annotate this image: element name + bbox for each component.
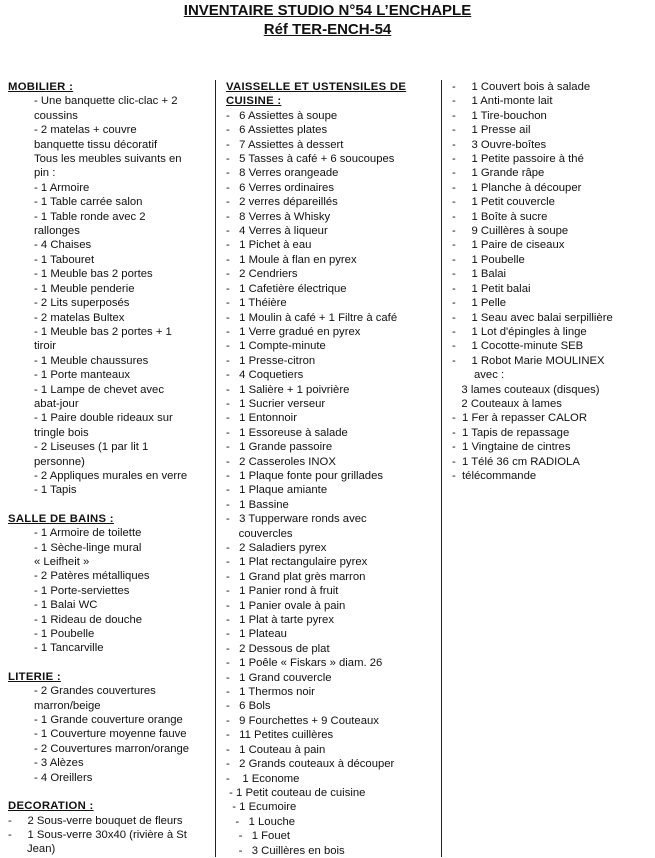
inventory-item: - 1 Salière + 1 poivrière: [226, 383, 350, 396]
inventory-item: - 1 Balai WC: [34, 599, 98, 612]
inventory-item: - 2 Casseroles INOX: [226, 455, 336, 468]
section-heading: DECORATION :: [8, 800, 94, 813]
inventory-item: - 1 Poubelle: [34, 628, 95, 641]
inventory-item: - 1 Poubelle: [452, 253, 525, 266]
inventory-item: - 2 Grandes couvertures: [34, 685, 156, 698]
inventory-item: - 1 Lot d'épingles à linge: [452, 325, 587, 338]
inventory-item: - 1 Couvert bois à salade: [452, 81, 591, 93]
inventory-item: - 2 matelas Bultex: [34, 311, 125, 324]
column-middle: [226, 80, 426, 858]
inventory-item: - 9 Fourchettes + 9 Couteaux: [226, 714, 379, 727]
inventory-item: - 1 Anti-monte lait: [452, 95, 553, 108]
inventory-item: - 1 Planche à découper: [452, 181, 582, 194]
inventory-item: « Leifheit »: [34, 556, 90, 568]
inventory-item: - 1 Bassine: [226, 498, 289, 511]
inventory-item: - 2 Liseuses (1 par lit 1: [34, 441, 149, 454]
inventory-item: - 1 Sous-verre 30x40 (rivière à St: [8, 828, 187, 841]
inventory-item: - 3 Ouvre-boîtes: [452, 138, 547, 151]
inventory-item: - 1 Robot Marie MOULINEX: [452, 354, 605, 367]
inventory-item: - 4 Verres à liqueur: [226, 225, 328, 238]
section-heading: CUISINE :: [226, 95, 282, 108]
inventory-item: - 1 Moulin à café + 1 Filtre à café: [226, 311, 398, 324]
inventory-item: - 3 Alèzes: [34, 757, 84, 770]
inventory-item: - 1 Moule à flan en pyrex: [226, 253, 357, 266]
inventory-item: - 11 Petites cuillères: [226, 729, 334, 742]
inventory-item: - 2 Couvertures marron/orange: [34, 742, 190, 755]
column-left: [8, 80, 208, 857]
inventory-item: - 1 Porte manteaux: [34, 369, 131, 382]
inventory-item: - 1 Petit couvercle: [452, 196, 555, 209]
inventory-item: - 1 Petit balai: [452, 282, 531, 295]
inventory-item: - 2 Grands couteaux à découper: [226, 758, 395, 771]
inventory-item: - 6 Verres ordinaires: [226, 181, 334, 194]
inventory-item: - 1 Grande couverture orange: [34, 714, 183, 727]
inventory-item: - 1 Sèche-linge mural: [34, 541, 142, 554]
inventory-item: rallonges: [34, 225, 80, 238]
inventory-item: - 1 Meuble penderie: [34, 282, 135, 295]
inventory-item: - 4 Chaises: [34, 239, 92, 252]
inventory-item: - 1 Couverture moyenne fauve: [34, 728, 187, 741]
inventory-item: - 9 Cuillères à soupe: [452, 225, 569, 238]
inventory-item: - 1 Rideau de douche: [34, 613, 143, 626]
column-right: [452, 80, 652, 483]
section-heading: LITERIE :: [8, 670, 61, 683]
inventory-item: - 1 Porte-serviettes: [34, 584, 130, 597]
inventory-item: - 1 Econome: [226, 772, 300, 785]
inventory-item: - 1 Armoire de toilette: [34, 527, 142, 540]
inventory-item: - 4 Oreillers: [34, 771, 93, 784]
inventory-item: 3 lames couteaux (disques): [452, 383, 600, 396]
inventory-item: - 2 Cendriers: [226, 268, 298, 281]
inventory-item: - 1 Plat à tarte pyrex: [226, 614, 334, 627]
inventory-item: - 1 Paire double rideaux sur: [34, 412, 173, 425]
inventory-item: - 2 Dessous de plat: [226, 642, 330, 655]
inventory-item: - 1 Tancarville: [34, 642, 104, 655]
inventory-item: - 1 Fouet: [226, 830, 291, 843]
inventory-item: - 6 Assiettes à soupe: [226, 109, 338, 122]
inventory-item: - 1 Grande râpe: [452, 167, 545, 180]
inventory-item: - 3 Tupperware ronds avec: [226, 513, 367, 526]
inventory-item: - 1 Tabouret: [34, 253, 95, 266]
inventory-item: - 1 Tapis: [34, 484, 77, 497]
inventory-item: - Une banquette clic-clac + 2: [34, 95, 178, 108]
inventory-item: - 1 Meuble chaussures: [34, 354, 149, 367]
inventory-item: - 1 Meuble bas 2 portes + 1: [34, 325, 172, 338]
inventory-item: personne): [34, 455, 85, 468]
inventory-item: - 1 Tire-bouchon: [452, 109, 547, 122]
inventory-item: - 8 Verres à Whisky: [226, 210, 331, 223]
inventory-item: - 1 Théière: [226, 297, 287, 310]
inventory-item: - 8 Verres orangeade: [226, 167, 339, 180]
inventory-item: marron/beige: [34, 699, 101, 712]
inventory-item: - 1 Louche: [226, 815, 296, 828]
inventory-item: - télécommande: [452, 469, 537, 482]
inventory-item: - 1 Plaque fonte pour grillades: [226, 469, 383, 482]
inventory-item: - 1 Paire de ciseaux: [452, 239, 565, 252]
inventory-item: - 1 Entonnoir: [226, 412, 297, 425]
inventory-item: - 2 Appliques murales en verre: [34, 469, 188, 482]
inventory-item: - 5 Tasses à café + 6 soucoupes: [226, 153, 395, 166]
inventory-item: - 1 Table carrée salon: [34, 196, 143, 209]
section-spacer: [8, 656, 208, 670]
inventory-item: - 6 Assiettes plates: [226, 124, 328, 137]
inventory-item: tringle bois: [34, 426, 89, 439]
inventory-item: - 7 Assiettes à dessert: [226, 138, 344, 151]
inventory-item: - 1 Verre gradué en pyrex: [226, 325, 361, 338]
inventory-item: tiroir: [34, 340, 56, 353]
inventory-item: 2 Couteaux à lames: [452, 397, 562, 410]
inventory-item: - 1 Tapis de repassage: [452, 426, 570, 439]
inventory-item: - 1 Cafetière électrique: [226, 282, 347, 295]
inventory-item: - 1 Couteau à pain: [226, 743, 326, 756]
section-spacer: [8, 785, 208, 799]
inventory-item: - 1 Presse-citron: [226, 354, 316, 367]
inventory-item: - 1 Compte-minute: [226, 340, 326, 353]
inventory-item: - 1 Meuble bas 2 portes: [34, 268, 153, 281]
inventory-item: - 1 Balai: [452, 268, 506, 281]
inventory-item: - 1 Petit couteau de cuisine: [226, 786, 366, 799]
inventory-item: couvercles: [226, 527, 293, 540]
inventory-item: - 2 Sous-verre bouquet de fleurs: [8, 814, 183, 827]
inventory-item: - 1 Lampe de chevet avec: [34, 383, 164, 396]
inventory-item: - 1 Pichet à eau: [226, 239, 312, 252]
section-spacer: [8, 498, 208, 512]
inventory-item: - 2 Patères métalliques: [34, 570, 150, 583]
inventory-item: - 1 Thermos noir: [226, 686, 315, 699]
inventory-item: - 3 Cuillères en bois: [226, 844, 345, 857]
column-divider: [441, 80, 442, 857]
inventory-item: - 6 Bols: [226, 700, 271, 713]
section-heading: MOBILIER :: [8, 81, 74, 93]
inventory-item: - 4 Coquetiers: [226, 369, 304, 382]
inventory-item: avec :: [452, 369, 505, 382]
inventory-item: - 1 Grande passoire: [226, 441, 333, 454]
inventory-item: - 1 Plateau: [226, 628, 287, 641]
inventory-item: - 1 Armoire: [34, 181, 90, 194]
inventory-item: - 2 matelas + couvre: [34, 124, 137, 137]
inventory-item: - 1 Panier rond à fruit: [226, 585, 339, 598]
inventory-item: - 2 Lits superposés: [34, 297, 130, 310]
inventory-item: - 1 Télé 36 cm RADIOLA: [452, 455, 580, 468]
inventory-item: - 1 Panier ovale à pain: [226, 599, 346, 612]
inventory-item: - 2 Saladiers pyrex: [226, 542, 327, 554]
column-divider: [215, 80, 216, 857]
section-heading: VAISSELLE ET USTENSILES DE: [226, 81, 407, 93]
section-heading: SALLE DE BAINS :: [8, 512, 114, 525]
inventory-item: coussins: [34, 109, 78, 122]
inventory-item: banquette tissu décoratif: [34, 138, 158, 151]
inventory-item: - 1 Presse ail: [452, 124, 531, 137]
inventory-item: Jean): [27, 843, 56, 856]
inventory-item: - 1 Essoreuse à salade: [226, 426, 348, 439]
inventory-item: - 1 Ecumoire: [226, 801, 297, 814]
inventory-item: Tous les meubles suivants en: [34, 153, 182, 166]
inventory-item: - 1 Cocotte-minute SEB: [452, 340, 584, 353]
document-title: INVENTAIRE STUDIO N°54 L’ENCHAPLE: [183, 2, 472, 19]
inventory-item: - 1 Grand plat grès marron: [226, 570, 366, 583]
inventory-item: - 1 Table ronde avec 2: [34, 210, 146, 223]
inventory-item: - 1 Vingtaine de cintres: [452, 441, 571, 454]
inventory-item: - 1 Seau avec balai serpillière: [452, 311, 613, 324]
inventory-item: - 1 Poêle « Fiskars » diam. 26: [226, 657, 383, 670]
inventory-item: - 1 Sucrier verseur: [226, 397, 326, 410]
inventory-item: - 2 verres dépareillés: [226, 196, 338, 209]
inventory-item: - 1 Boîte à sucre: [452, 210, 548, 223]
inventory-item: abat-jour: [34, 397, 79, 410]
inventory-item: - 1 Plat rectangulaire pyrex: [226, 556, 368, 569]
inventory-item: - 1 Grand couvercle: [226, 671, 332, 684]
inventory-item: - 1 Plaque amiante: [226, 484, 328, 497]
inventory-item: - 1 Pelle: [452, 297, 506, 310]
inventory-item: - 1 Petite passoire à thé: [452, 153, 584, 166]
inventory-item: - 1 Fer à repasser CALOR: [452, 412, 587, 425]
document-reference: Réf TER-ENCH-54: [263, 21, 392, 38]
inventory-item: pin :: [34, 167, 56, 180]
